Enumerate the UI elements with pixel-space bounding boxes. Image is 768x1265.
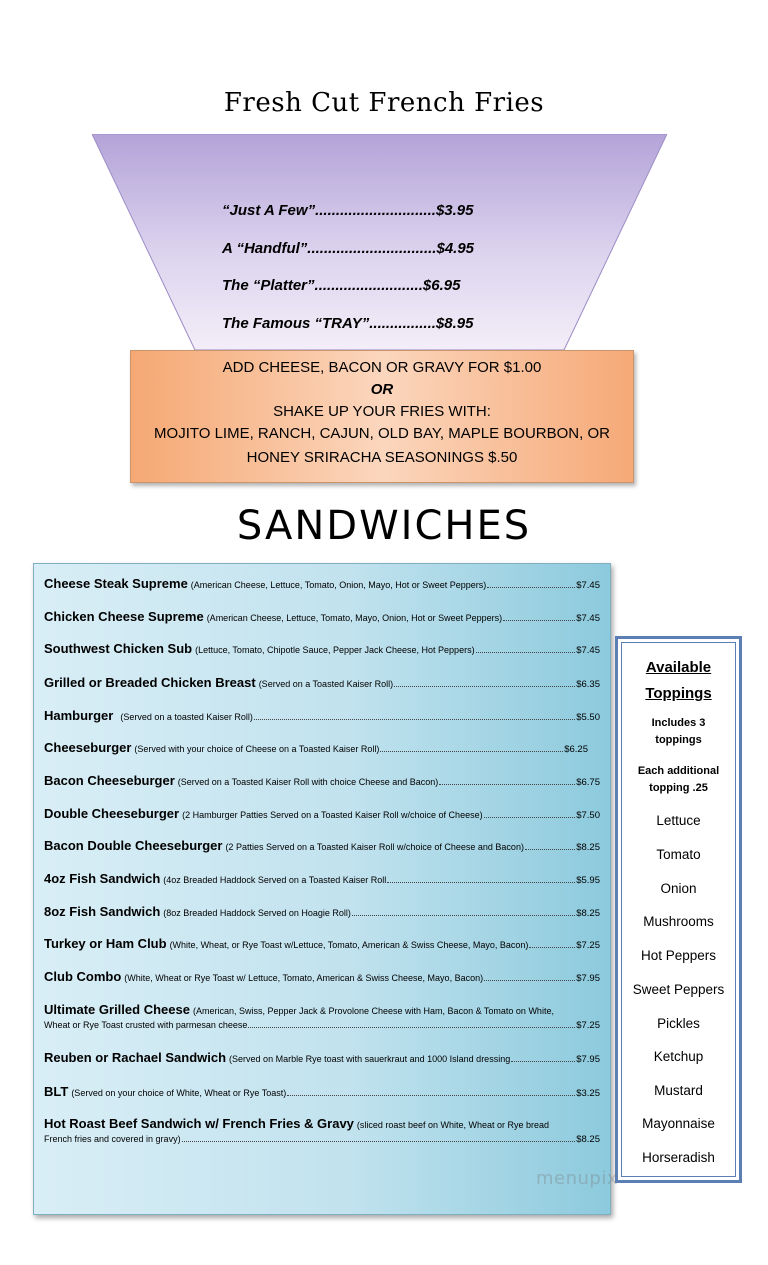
item-name: Reuben or Rachael Sandwich bbox=[44, 1050, 227, 1065]
topping-item: Horseradish bbox=[642, 1150, 715, 1165]
item-desc: (American Cheese, Lettuce, Tomato, Mayo, Onion, Hot or Sweet Peppers) bbox=[206, 613, 503, 623]
item-price: $8.25 bbox=[576, 1134, 600, 1145]
item-price: $7.45 bbox=[576, 580, 600, 591]
topping-item: Tomato bbox=[656, 847, 701, 862]
item-price: $8.25 bbox=[576, 908, 600, 919]
menu-item bbox=[44, 904, 600, 919]
menu-item bbox=[44, 576, 600, 591]
fries-addon-box bbox=[130, 350, 634, 483]
item-desc: (2 Patties Served on a Toasted Kaiser Roll w/choice of Cheese and Bacon) bbox=[225, 842, 524, 852]
topping-item: Mushrooms bbox=[643, 914, 714, 929]
item-name: Bacon Double Cheeseburger bbox=[44, 838, 223, 853]
fries-price-list bbox=[222, 198, 522, 348]
sandwich-menu-panel bbox=[33, 563, 611, 1215]
topping-item: Ketchup bbox=[653, 1049, 704, 1064]
item-name: Cheese Steak Supreme bbox=[44, 576, 188, 591]
toppings-inner-border bbox=[621, 642, 736, 1177]
item-price: $5.50 bbox=[576, 712, 600, 723]
menu-item bbox=[44, 773, 600, 788]
topping-item: Sweet Peppers bbox=[632, 982, 725, 997]
menu-item bbox=[44, 1002, 600, 1031]
topping-item: Onion bbox=[660, 881, 697, 896]
fries-item: “Just A Few”.............................$3.95 bbox=[222, 202, 474, 219]
addon-line: SHAKE UP YOUR FRIES WITH: bbox=[273, 403, 491, 420]
fries-item: The Famous “TRAY”................$8.95 bbox=[222, 314, 474, 332]
fries-title: Fresh Cut French Fries bbox=[223, 88, 545, 118]
item-desc: (Served on a Toasted Kaiser Roll with choice Cheese and Bacon) bbox=[177, 777, 439, 787]
fries-item: The “Platter”..........................$6.95 bbox=[222, 277, 461, 294]
item-desc: (Served on Marble Rye toast with sauerkraut and 1000 Island dressing bbox=[229, 1054, 511, 1064]
fries-item: A “Handful”...............................$4.95 bbox=[222, 239, 475, 257]
menu-item bbox=[44, 969, 600, 984]
item-name: Southwest Chicken Sub bbox=[44, 641, 193, 656]
item-name: Chicken Cheese Supreme bbox=[44, 609, 204, 624]
item-desc: (Served on a Toasted Kaiser Roll) bbox=[258, 679, 394, 689]
menu-item bbox=[44, 641, 600, 656]
item-price: $7.25 bbox=[576, 940, 600, 951]
sandwiches-title: SANDWICHES bbox=[236, 503, 532, 549]
toppings-heading: Available Toppings bbox=[645, 659, 712, 702]
item-name: Double Cheeseburger bbox=[44, 806, 180, 821]
menu-item bbox=[44, 740, 600, 755]
item-desc: (White, Wheat, or Rye Toast w/Lettuce, Tomato, American & Swiss Cheese, Mayo, Bacon) bbox=[169, 940, 529, 950]
toppings-included-note: Includes 3 toppings bbox=[651, 717, 706, 746]
item-name: Turkey or Ham Club bbox=[44, 936, 167, 951]
item-desc: (Served on your choice of White, Wheat or Rye Toast) bbox=[71, 1088, 287, 1098]
addon-line: MOJITO LIME, RANCH, CAJUN, OLD BAY, MAPLE BOURBON, OR bbox=[154, 425, 610, 442]
item-desc: (8oz Breaded Haddock Served on Hoagie Roll) bbox=[163, 908, 351, 918]
item-name: Hot Roast Beef Sandwich w/ French Fries & Gravy bbox=[44, 1116, 354, 1131]
item-name: Cheeseburger bbox=[44, 740, 132, 755]
item-price: $5.95 bbox=[576, 875, 600, 886]
item-name: BLT bbox=[44, 1084, 69, 1099]
item-name: 4oz Fish Sandwich bbox=[44, 871, 161, 886]
item-price: $6.35 bbox=[576, 679, 600, 690]
item-desc: (American, Swiss, Pepper Jack & Provolone Cheese with Ham, Bacon & Tomato on White, bbox=[192, 1006, 554, 1016]
topping-item: Mustard bbox=[654, 1083, 703, 1098]
item-name: Bacon Cheeseburger bbox=[44, 773, 175, 788]
addon-line: HONEY SRIRACHA SEASONINGS $.50 bbox=[246, 449, 518, 466]
topping-item: Pickles bbox=[657, 1016, 700, 1031]
item-price: $7.95 bbox=[576, 1054, 600, 1065]
topping-item: Hot Peppers bbox=[640, 948, 717, 963]
item-desc: (White, Wheat or Rye Toast w/ Lettuce, Tomato, American & Swiss Cheese, Mayo, Bacon) bbox=[124, 973, 484, 983]
toppings-additional-note: Each additional topping .25 bbox=[637, 765, 720, 794]
menu-item bbox=[44, 708, 600, 723]
topping-item: Mayonnaise bbox=[642, 1116, 715, 1131]
item-desc: (2 Hamburger Patties Served on a Toasted Kaiser Roll w/choice of Cheese) bbox=[182, 810, 483, 820]
item-name: 8oz Fish Sandwich bbox=[44, 904, 161, 919]
item-desc: (Served on a toasted Kaiser Roll) bbox=[120, 712, 253, 722]
menu-item bbox=[44, 1116, 600, 1145]
menu-item bbox=[44, 806, 600, 821]
menu-item bbox=[44, 838, 600, 853]
menu-item bbox=[44, 675, 600, 690]
item-desc: (Served with your choice of Cheese on a Toasted Kaiser Roll) bbox=[134, 744, 380, 754]
menu-item bbox=[44, 871, 600, 886]
item-price: $7.45 bbox=[576, 645, 600, 656]
item-name: Club Combo bbox=[44, 969, 122, 984]
item-desc: (sliced roast beef on White, Wheat or Rye bread bbox=[356, 1120, 550, 1130]
item-price: $7.95 bbox=[576, 973, 600, 984]
item-price: $8.25 bbox=[576, 842, 600, 853]
item-price: $6.25 bbox=[564, 744, 588, 755]
item-name: Ultimate Grilled Cheese bbox=[44, 1002, 190, 1017]
menu-item bbox=[44, 1050, 600, 1065]
item-desc: (Lettuce, Tomato, Chipotle Sauce, Pepper Jack Cheese, Hot Peppers) bbox=[195, 645, 475, 655]
item-price: $3.25 bbox=[576, 1088, 600, 1099]
addon-line: ADD CHEESE, BACON OR GRAVY FOR $1.00 bbox=[222, 359, 542, 376]
addon-or: OR bbox=[370, 381, 394, 398]
menu-item bbox=[44, 936, 600, 951]
topping-item: Lettuce bbox=[656, 813, 701, 828]
item-name: Grilled or Breaded Chicken Breast bbox=[44, 675, 256, 690]
watermark-logo: menupix bbox=[536, 1168, 619, 1189]
item-price: $7.45 bbox=[576, 613, 600, 624]
item-price: $6.75 bbox=[576, 777, 600, 788]
menu-item bbox=[44, 1084, 600, 1099]
item-price: $7.50 bbox=[576, 810, 600, 821]
item-desc-continued: Wheat or Rye Toast crusted with parmesan cheese bbox=[44, 1020, 248, 1030]
item-desc-continued: French fries and covered in gravy) bbox=[44, 1134, 181, 1144]
item-desc: (4oz Breaded Haddock Served on a Toasted Kaiser Roll bbox=[163, 875, 387, 885]
menu-item bbox=[44, 609, 600, 624]
item-price: $7.25 bbox=[576, 1020, 600, 1031]
toppings-box bbox=[615, 636, 742, 1183]
item-name: Hamburger bbox=[44, 708, 114, 723]
item-desc: (American Cheese, Lettuce, Tomato, Onion, Mayo, Hot or Sweet Peppers) bbox=[190, 580, 487, 590]
